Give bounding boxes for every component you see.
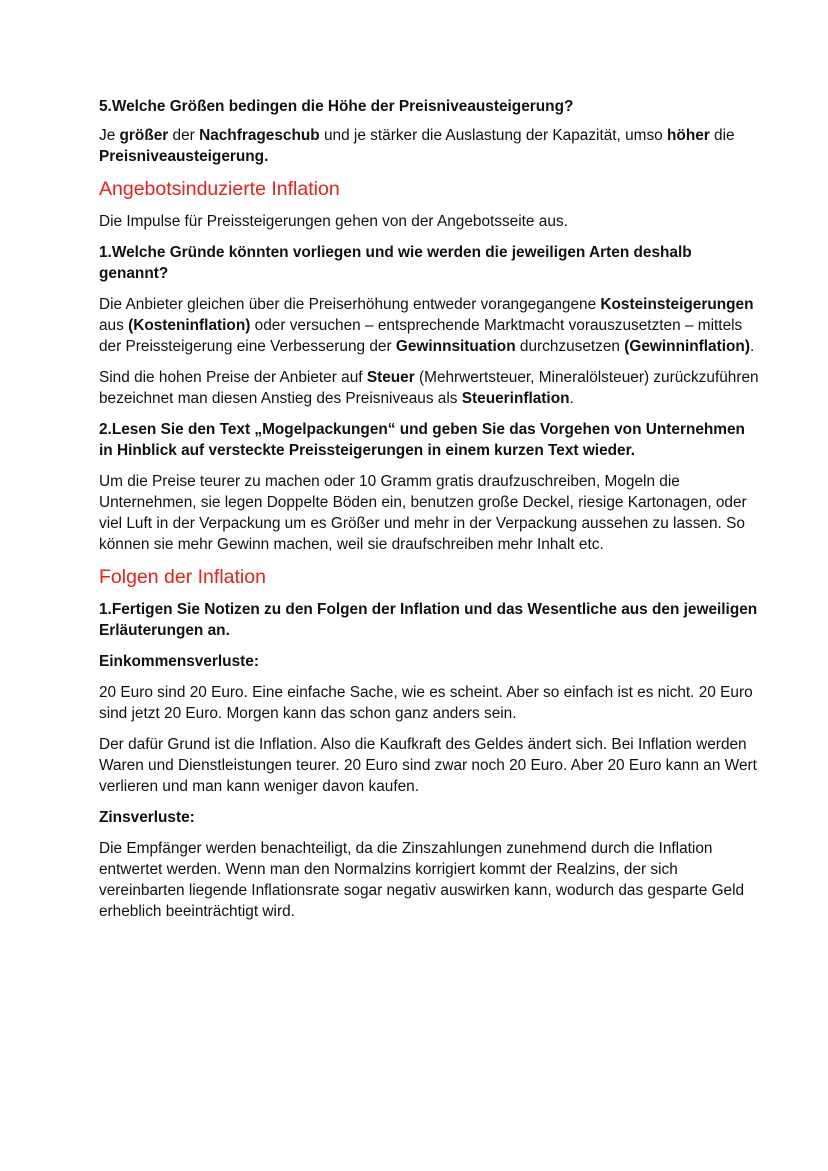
question-5: 5.Welche Größen bedingen die Höhe der Preisniveausteigerung? [99,98,574,115]
answer-1-steuer: Sind die hohen Preise der Anbieter auf Steuer (Mehrwertsteuer, Mineralölsteuer) zurückzuführen bezeichnet man diesen Anstieg des Preisniveaus als Steuerinflation. [99,369,759,407]
zins-paragraph-1: Die Empfänger werden benachteiligt, da die Zinszahlungen zunehmend durch die Inflation entwertet werden. Wenn man den Normalzins korrigiert kommt der Realzins, der sich vereinbarten liegende Inflationsrate sogar negativ auswirken kann, wodurch das gesparte Geld erheblich beeinträchtigt wird. [99,840,745,920]
answer-5: Je größer der Nachfrageschub und je stärker die Auslastung der Kapazität, umso höher die Preisniveausteigerung. [99,127,735,165]
subheading-zinsverluste: Zinsverluste: [99,809,195,826]
answer-1-angebot: Die Anbieter gleichen über die Preiserhöhung entweder vorangegangene Kosteinsteigerungen aus (Kosteninflation) oder versuchen – entsprechende Marktmacht vorauszusetzten – mittels der Preissteigerung eine Verbesserung der Gewinnsituation durchzusetzen (Gewinninflation). [99,296,755,355]
intro-paragraph: Die Impulse für Preissteigerungen gehen von der Angebotsseite aus. [99,213,568,230]
einkommen-paragraph-2: Der dafür Grund ist die Inflation. Also die Kaufkraft des Geldes ändert sich. Bei Inflation werden Waren und Dienstleistungen teurer. 20 Euro sind zwar noch 20 Euro. Aber 20 Euro kann an Wert verlieren und man kann weniger davon kaufen. [99,736,757,795]
heading-angebotsinduzierte-inflation: Angebotsinduzierte Inflation [99,178,340,200]
question-1-folgen: 1.Fertigen Sie Notizen zu den Folgen der Inflation und das Wesentliche aus den jeweiligen Erläuterungen an. [99,601,758,639]
heading-folgen-der-inflation: Folgen der Inflation [99,566,266,588]
answer-2-mogelpackungen: Um die Preise teurer zu machen oder 10 Gramm gratis draufzuschreiben, Mogeln die Unternehmen, sie legen Doppelte Böden ein, benutzen große Deckel, riesige Kartonagen, oder viel Luft in der Verpackung um es Größer und mehr in der Verpackung aussehen zu lassen. So können sie mehr Gewinn machen, weil sie draufschreiben mehr Inhalt etc. [99,473,747,553]
question-1-angebot: 1.Welche Gründe könnten vorliegen und wie werden die jeweiligen Arten deshalb genannt? [99,244,692,282]
einkommen-paragraph-1: 20 Euro sind 20 Euro. Eine einfache Sache, wie es scheint. Aber so einfach ist es nicht. 20 Euro sind jetzt 20 Euro. Morgen kann das schon ganz anders sein. [99,684,753,722]
document-content [99,96,759,922]
subheading-einkommensverluste: Einkommensverluste: [99,653,259,670]
question-2-mogelpackungen: 2.Lesen Sie den Text „Mogelpackungen“ und geben Sie das Vorgehen von Unternehmen in Hinblick auf versteckte Preissteigerungen in einem kurzen Text wieder. [99,421,745,459]
